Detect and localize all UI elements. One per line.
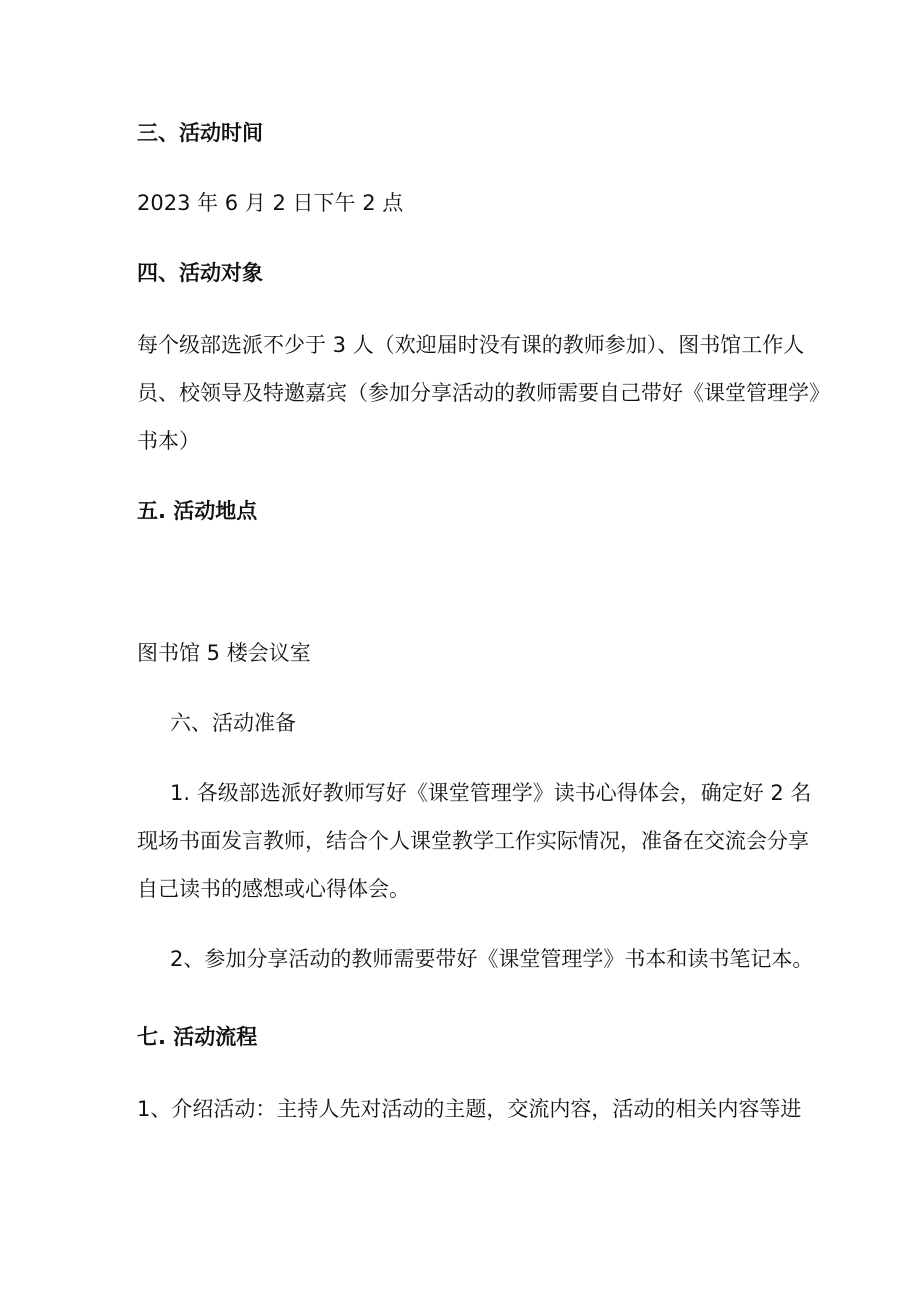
preparation-item-1-line-1: 1. 各级部选派好教师写好《课堂管理学》读书心得体会，确定好 2 名 (170, 781, 812, 805)
preparation-item-2: 2、参加分享活动的教师需要带好《课堂管理学》书本和读书笔记本。 (170, 947, 814, 971)
section-5-heading: 五. 活动地点 (137, 499, 258, 523)
participants-line-1: 每个级部选派不少于 3 人（欢迎届时没有课的教师参加）、图书馆工作人 (137, 333, 805, 357)
section-4-heading: 四、活动对象 (137, 261, 263, 285)
section-3-heading: 三、活动时间 (137, 121, 263, 145)
section-6-heading: 六、活动准备 (170, 711, 296, 735)
process-item-1: 1、介绍活动：主持人先对活动的主题，交流内容，活动的相关内容等进 (137, 1097, 802, 1121)
section-7-heading: 七. 活动流程 (137, 1025, 258, 1049)
participants-line-2: 员、校领导及特邀嘉宾（参加分享活动的教师需要自己带好《课堂管理学》 (137, 381, 830, 405)
activity-time: 2023 年 6 月 2 日下午 2 点 (137, 191, 404, 215)
participants-line-3: 书本） (137, 429, 200, 453)
activity-place: 图书馆 5 楼会议室 (137, 641, 311, 665)
preparation-item-1-line-2: 现场书面发言教师，结合个人课堂教学工作实际情况，准备在交流会分享 (137, 829, 809, 853)
preparation-item-1-line-3: 自己读书的感想或心得体会。 (137, 877, 410, 901)
